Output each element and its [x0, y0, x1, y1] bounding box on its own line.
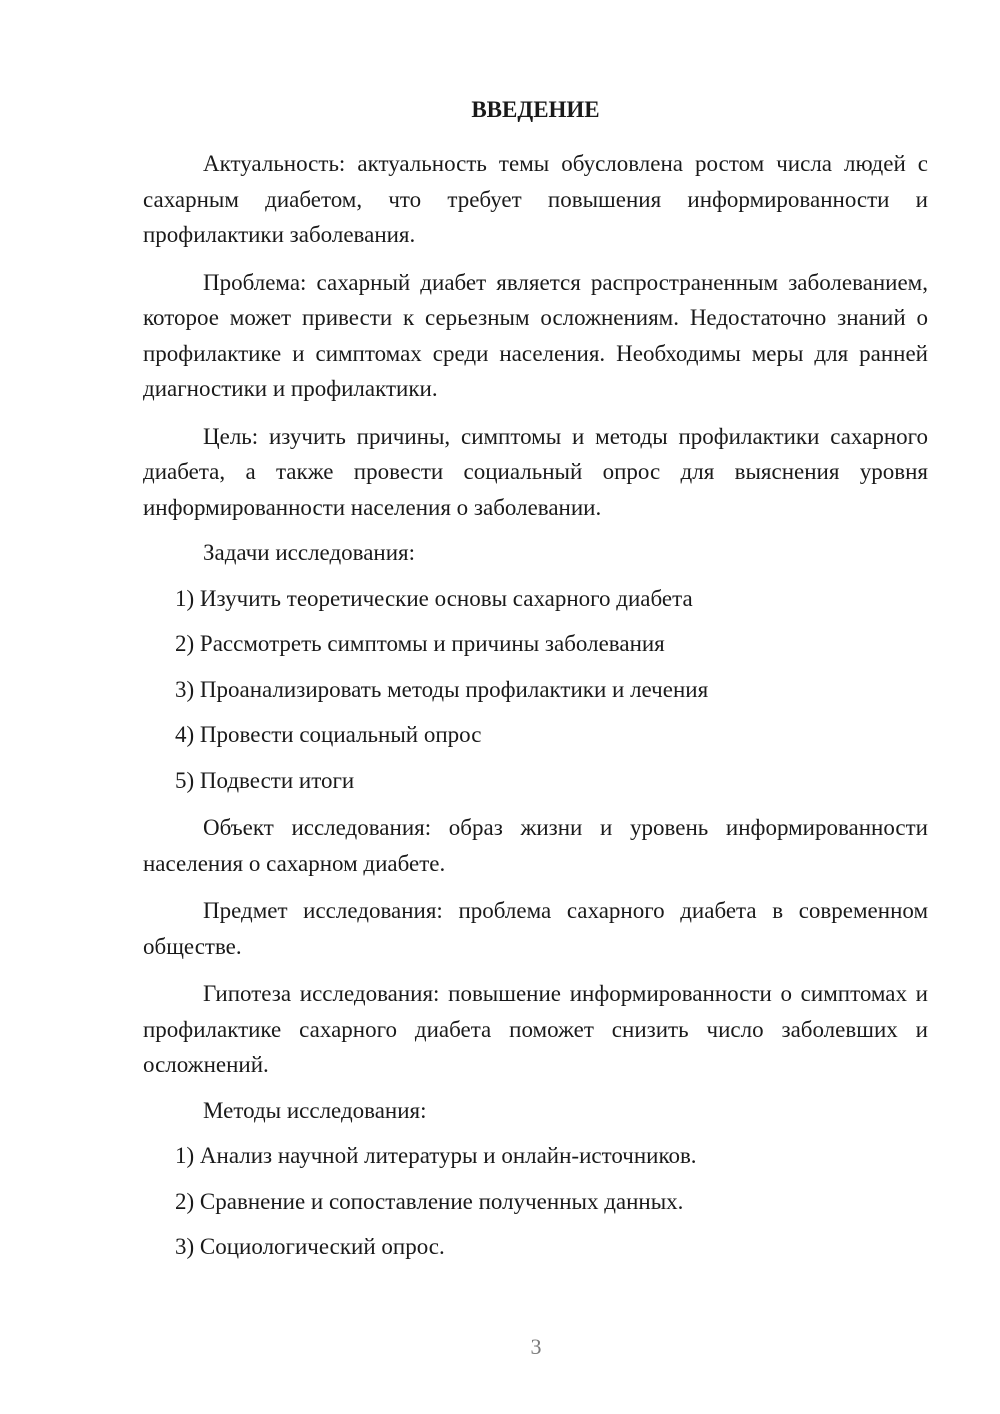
- hypothesis-paragraph: Гипотеза исследования: повышение информированности о симптомах и профилактике сахарного диабета поможет снизить число заболевших и осложнений.: [143, 981, 928, 1077]
- tasks-list: [143, 581, 928, 799]
- list-item: 2) Рассмотреть симптомы и причины заболевания: [175, 631, 665, 656]
- methods-heading: Методы исследования:: [203, 1097, 427, 1123]
- list-item: 5) Подвести итоги: [175, 767, 355, 793]
- relevance-paragraph: Актуальность: актуальность темы обусловлена ростом числа людей с сахарным диабетом, что требует повышения информированности и профилактики заболевания.: [143, 151, 928, 247]
- list-item: 3) Проанализировать методы профилактики и лечения: [175, 676, 709, 702]
- object-paragraph: Объект исследования: образ жизни и уровень информированности населения о сахарном диабете.: [143, 815, 928, 876]
- list-item: 4) Провести социальный опрос: [175, 722, 482, 747]
- methods-list: [143, 1138, 928, 1265]
- list-item: 2) Сравнение и сопоставление полученных данных.: [175, 1188, 684, 1214]
- page-number: 3: [530, 1334, 542, 1359]
- list-item: 1) Анализ научной литературы и онлайн-источников.: [175, 1143, 697, 1168]
- subject-paragraph: Предмет исследования: проблема сахарного диабета в современном обществе.: [143, 898, 928, 959]
- page-title: ВВЕДЕНИЕ: [471, 97, 600, 122]
- goal-paragraph: Цель: изучить причины, симптомы и методы профилактики сахарного диабета, а также провести социальный опрос для выяснения уровня информированности населения о заболевании.: [143, 423, 928, 520]
- list-item: 3) Социологический опрос.: [175, 1234, 445, 1259]
- tasks-heading: Задачи исследования:: [203, 540, 416, 565]
- list-item: 1) Изучить теоретические основы сахарного диабета: [175, 585, 693, 611]
- problem-paragraph: Проблема: сахарный диабет является распространенным заболеванием, которое может привести к серьезным осложнениям. Недостаточно знаний о профилактике и симптомах среди населения. Необходимы меры для ранней диагностики и профилактики.: [143, 269, 928, 401]
- page-content: [143, 94, 928, 1265]
